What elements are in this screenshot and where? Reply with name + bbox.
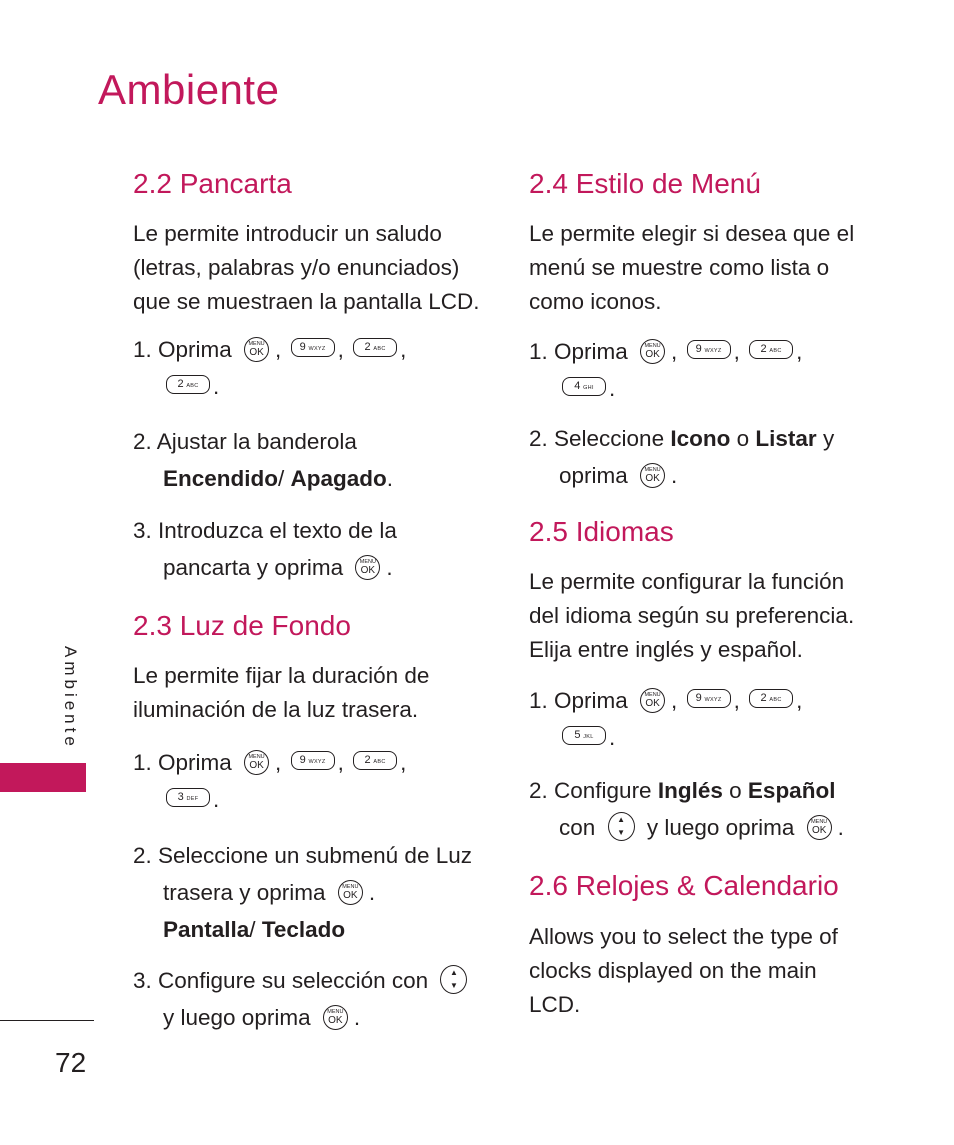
step-text: 1. Oprima: [133, 750, 232, 775]
luz-description: [133, 659, 429, 727]
text-line: Elija entre inglés y español.: [529, 637, 803, 662]
key-3-icon: 3 DEF: [166, 788, 210, 807]
nav-key-icon: ▲ ▼: [440, 965, 467, 994]
page-title: Ambiente: [98, 66, 280, 113]
step-text: 2. Seleccione un submenú de Luz: [133, 843, 472, 868]
menu-ok-key-icon: MENU OK: [323, 1005, 348, 1030]
key-4-icon: 4 GHI: [562, 377, 606, 396]
estilo-step-2: 2. Seleccione Icono o Listar y oprima MENU OK .: [529, 426, 835, 488]
section-heading-estilo-de-menu: 2.4 Estilo de Menú: [529, 168, 761, 199]
option-espanol: Español: [747, 778, 836, 803]
text-line: LCD.: [529, 992, 581, 1017]
idiomas-step-1: 1. Oprima MENU OK , 9 WXYZ , 2 ABC , 5 JKL .: [529, 688, 803, 750]
estilo-step-1: 1. Oprima MENU OK , 9 WXYZ , 2 ABC , 4 GHI .: [529, 339, 803, 401]
side-tab-label: Ambiente: [61, 646, 80, 750]
idiomas-description: [529, 565, 854, 667]
step-text: 2. Configure: [529, 778, 652, 803]
section-heading-relojes: 2.6 Relojes & Calendario: [529, 870, 839, 901]
key-5-icon: 5 JKL: [562, 726, 606, 745]
option-pantalla: Pantalla: [163, 917, 250, 942]
text-line: iluminación de la luz trasera.: [133, 697, 419, 722]
key-2-icon: 2 ABC: [353, 338, 397, 357]
step-text: o: [729, 778, 742, 803]
page-number: 72: [55, 1047, 87, 1078]
step-text: oprima: [559, 463, 628, 488]
text-line: del idioma según su preferencia.: [529, 603, 855, 628]
step-text: 1. Oprima: [529, 688, 628, 713]
key-9-icon: 9 WXYZ: [687, 340, 731, 359]
option-encendido: Encendido: [163, 466, 279, 491]
footer-divider: [0, 1020, 94, 1021]
step-text: con: [559, 815, 596, 840]
text-line: Le permite introducir un saludo: [133, 221, 442, 246]
section-heading-idiomas: 2.5 Idiomas: [529, 516, 674, 547]
key-9-icon: 9 WXYZ: [291, 338, 335, 357]
text-line: que se muestraen la pantalla LCD.: [133, 289, 480, 314]
menu-ok-key-icon: MENU OK: [807, 815, 832, 840]
key-9-icon: 9 WXYZ: [687, 689, 731, 708]
pancarta-step-2: 2. Ajustar la banderola Encendido/ Apagado.: [133, 423, 393, 497]
menu-ok-key-icon: MENU OK: [640, 688, 665, 713]
text-line: menú se muestre como lista o: [529, 255, 830, 280]
idiomas-step-2: 2. Configure Inglés o Español con ▲ ▼ y luego oprima MENU OK .: [529, 778, 844, 840]
text-line: Le permite configurar la función: [529, 569, 845, 594]
step-text: 2. Ajustar la banderola: [133, 429, 357, 454]
pancarta-step-3: 3. Introduzca el texto de la pancarta y oprima MENU OK .: [133, 512, 397, 586]
option-ingles: Inglés: [657, 778, 723, 803]
relojes-description: [529, 920, 838, 1022]
key-2-icon: 2 ABC: [749, 689, 793, 708]
step-text: 3. Configure su selección con: [133, 968, 429, 993]
luz-step-2: 2. Seleccione un submenú de Luz trasera y oprima MENU OK . Pantalla/ Teclado: [133, 837, 472, 948]
luz-step-3: 3. Configure su selección con ▲ ▼ y luego oprima MENU OK .: [133, 962, 473, 1036]
pancarta-description: [133, 217, 479, 319]
key-2-icon: 2 ABC: [749, 340, 793, 359]
text-line: como iconos.: [529, 289, 662, 314]
nav-key-icon: ▲ ▼: [608, 812, 635, 841]
luz-step-1: 1. Oprima MENU OK , 9 WXYZ , 2 ABC , 3 DEF .: [133, 750, 407, 812]
key-9-icon: 9 WXYZ: [291, 751, 335, 770]
text-line: Allows you to select the type of: [529, 924, 838, 949]
estilo-description: [529, 217, 854, 319]
section-heading-pancarta: 2.2 Pancarta: [133, 168, 292, 199]
key-2-icon: 2 ABC: [353, 751, 397, 770]
step-text: o: [736, 426, 750, 451]
option-listar: Listar: [755, 426, 817, 451]
text-line: Le permite elegir si desea que el: [529, 221, 855, 246]
step-text: 3. Introduzca el texto de la: [133, 518, 397, 543]
menu-ok-key-icon: MENU OK: [640, 463, 665, 488]
option-apagado: Apagado: [290, 466, 387, 491]
menu-ok-key-icon: MENU OK: [338, 880, 363, 905]
menu-ok-key-icon: MENU OK: [244, 337, 269, 362]
option-icono: Icono: [670, 426, 731, 451]
section-heading-luz-de-fondo: 2.3 Luz de Fondo: [133, 610, 351, 641]
step-text: y luego oprima: [646, 815, 795, 840]
pancarta-step-1: 1. Oprima MENU OK , 9 WXYZ , 2 ABC , 2 ABC .: [133, 337, 407, 399]
menu-ok-key-icon: MENU OK: [355, 555, 380, 580]
step-text: y luego oprima: [163, 1005, 311, 1030]
step-text: 1. Oprima: [529, 339, 628, 364]
menu-ok-key-icon: MENU OK: [244, 750, 269, 775]
step-text: 2. Seleccione: [529, 426, 665, 451]
option-teclado: Teclado: [261, 917, 346, 942]
step-text: y: [822, 426, 835, 451]
side-tab-marker: [0, 763, 86, 792]
text-line: (letras, palabras y/o enunciados): [133, 255, 460, 280]
menu-ok-key-icon: MENU OK: [640, 339, 665, 364]
step-text: pancarta y oprima: [163, 555, 344, 580]
key-2-icon: 2 ABC: [166, 375, 210, 394]
text-line: Le permite fijar la duración de: [133, 663, 430, 688]
text-line: clocks displayed on the main: [529, 958, 817, 983]
step-text: 1. Oprima: [133, 337, 232, 362]
step-text: trasera y oprima: [163, 880, 326, 905]
